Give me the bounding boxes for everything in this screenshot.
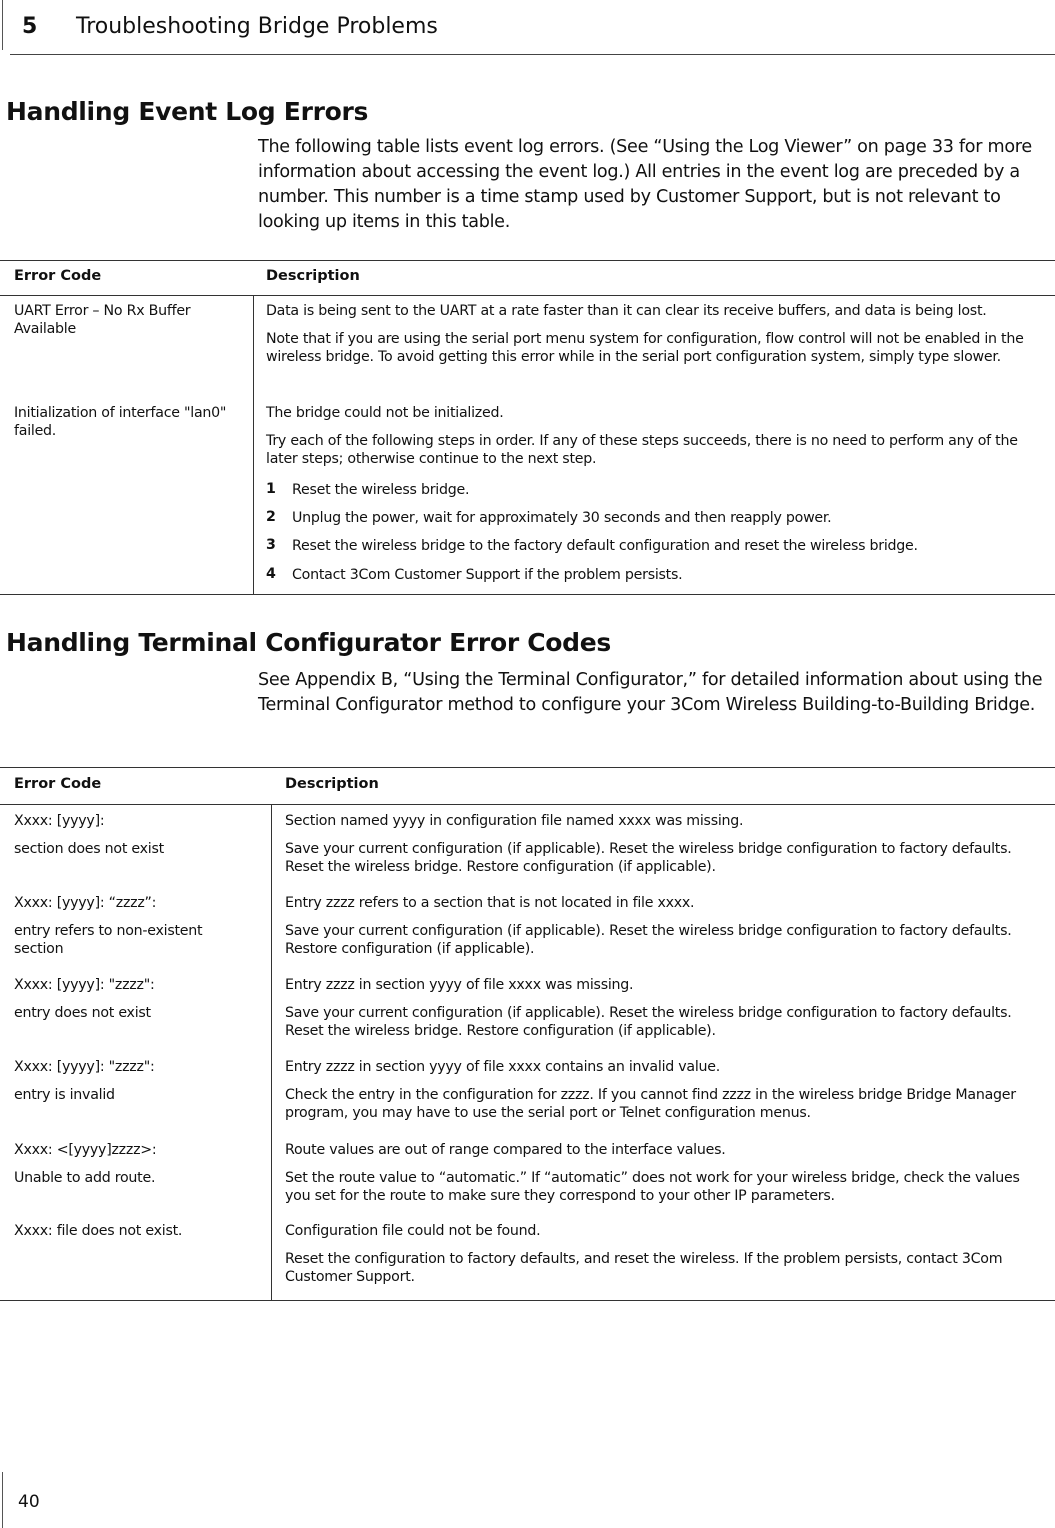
- description-cell: Entry zzzz in section yyyy of file xxxx was missing.: [285, 977, 634, 993]
- description-note: Save your current configuration (if applicable). Reset the wireless bridge configuration to factory defaults. Restore configuration (if applicable).: [285, 923, 1012, 957]
- section-intro-terminal-configurator: See Appendix B, “Using the Terminal Configurator,” for detailed information about using the Terminal Configurator method to configure your 3Com Wireless Building-to-Building Bridge.: [258, 670, 1043, 715]
- description-note: Set the route value to “automatic.” If “automatic” does not work for your wireless bridge, check the values you set for the route to make sure they correspond to your other IP parameters.: [285, 1170, 1020, 1204]
- error-code-detail: entry refers to non-existent section: [14, 923, 203, 957]
- footer-margin-bar: [2, 1472, 3, 1528]
- error-code-cell: UART Error – No Rx Buffer Available: [14, 303, 191, 337]
- error-code-cell: Xxxx: [yyyy]: "zzzz":: [14, 1059, 155, 1075]
- description-note: Save your current configuration (if applicable). Reset the wireless bridge configuration to factory defaults. Reset the wireless bridge. Restore configuration (if applicable).: [285, 841, 1012, 875]
- error-code-cell: Initialization of interface "lan0" failed.: [14, 405, 227, 439]
- table-header-rule: [0, 804, 1055, 805]
- description-cell: Section named yyyy in configuration file named xxxx was missing.: [285, 813, 744, 829]
- description-cell: Data is being sent to the UART at a rate faster than it can clear its receive buffers, and data is being lost.: [266, 303, 987, 319]
- step-number: 2: [266, 509, 276, 525]
- chapter-number: 5: [22, 14, 38, 39]
- section-title-terminal-configurator: Handling Terminal Configurator Error Codes: [6, 628, 612, 657]
- step-number: 4: [266, 566, 276, 582]
- step-text: Reset the wireless bridge to the factory default configuration and reset the wireless bridge.: [292, 538, 918, 554]
- column-header-description: Description: [266, 268, 360, 284]
- error-code-detail: Unable to add route.: [14, 1170, 156, 1186]
- description-note: Try each of the following steps in order. If any of these steps succeeds, there is no need to perform any of the later steps; otherwise continue to the next step.: [266, 433, 1018, 467]
- step-number: 1: [266, 481, 276, 497]
- column-divider: [253, 295, 254, 595]
- description-note: Check the entry in the configuration for zzzz. If you cannot find zzzz in the wireless bridge Bridge Manager program, you may have to use the serial port or Telnet configuration menus.: [285, 1087, 1016, 1121]
- column-header-error-code: Error Code: [14, 268, 102, 284]
- section-intro-event-log: The following table lists event log errors. (See “Using the Log Viewer” on page 33 for more information about accessing the event log.) All entries in the event log are preceded by a number. This number is a time stamp used by Customer Support, but is not relevant to looking up items in this table.: [258, 137, 1032, 232]
- step-number: 3: [266, 537, 276, 553]
- column-header-error-code: Error Code: [14, 776, 102, 792]
- error-code-cell: Xxxx: [yyyy]: "zzzz":: [14, 977, 155, 993]
- table-top-rule: [0, 260, 1055, 261]
- table-bottom-rule: [0, 594, 1055, 595]
- error-code-detail: section does not exist: [14, 841, 164, 857]
- error-code-detail: entry does not exist: [14, 1005, 151, 1021]
- step-text: Reset the wireless bridge.: [292, 482, 470, 498]
- table-top-rule: [0, 767, 1055, 768]
- description-cell: Entry zzzz in section yyyy of file xxxx contains an invalid value.: [285, 1059, 721, 1075]
- table-bottom-rule: [0, 1300, 1055, 1301]
- description-cell: Route values are out of range compared to the interface values.: [285, 1142, 726, 1158]
- header-margin-bar: [2, 0, 3, 50]
- description-cell: Configuration file could not be found.: [285, 1223, 541, 1239]
- description-note: Save your current configuration (if applicable). Reset the wireless bridge configuration to factory defaults. Reset the wireless bridge. Restore configuration (if applicable).: [285, 1005, 1012, 1039]
- description-note: Note that if you are using the serial port menu system for configuration, flow control will not be enabled in the wireless bridge. To avoid getting this error while in the serial port configuration system, simply type slower.: [266, 331, 1024, 365]
- header-rule: [10, 54, 1055, 55]
- description-cell: Entry zzzz refers to a section that is not located in file xxxx.: [285, 895, 695, 911]
- page-number: 40: [18, 1492, 40, 1512]
- step-text: Unplug the power, wait for approximately 30 seconds and then reapply power.: [292, 510, 832, 526]
- description-cell: The bridge could not be initialized.: [266, 405, 504, 421]
- error-code-detail: entry is invalid: [14, 1087, 115, 1103]
- column-header-description: Description: [285, 776, 379, 792]
- error-code-cell: Xxxx: [yyyy]: “zzzz”:: [14, 895, 157, 911]
- error-code-cell: Xxxx: file does not exist.: [14, 1223, 183, 1239]
- description-note: Reset the configuration to factory defaults, and reset the wireless. If the problem persists, contact 3Com Customer Support.: [285, 1251, 1003, 1285]
- running-header: [22, 14, 438, 39]
- column-divider: [271, 804, 272, 1301]
- table-header-rule: [0, 295, 1055, 296]
- section-title-event-log: Handling Event Log Errors: [6, 97, 369, 126]
- chapter-title: Troubleshooting Bridge Problems: [76, 14, 438, 39]
- error-code-cell: Xxxx: <[yyyy]zzzz>:: [14, 1142, 157, 1158]
- step-text: Contact 3Com Customer Support if the problem persists.: [292, 567, 683, 583]
- event-log-table: [0, 260, 1055, 595]
- error-code-cell: Xxxx: [yyyy]:: [14, 813, 105, 829]
- terminal-configurator-table: [0, 767, 1055, 1301]
